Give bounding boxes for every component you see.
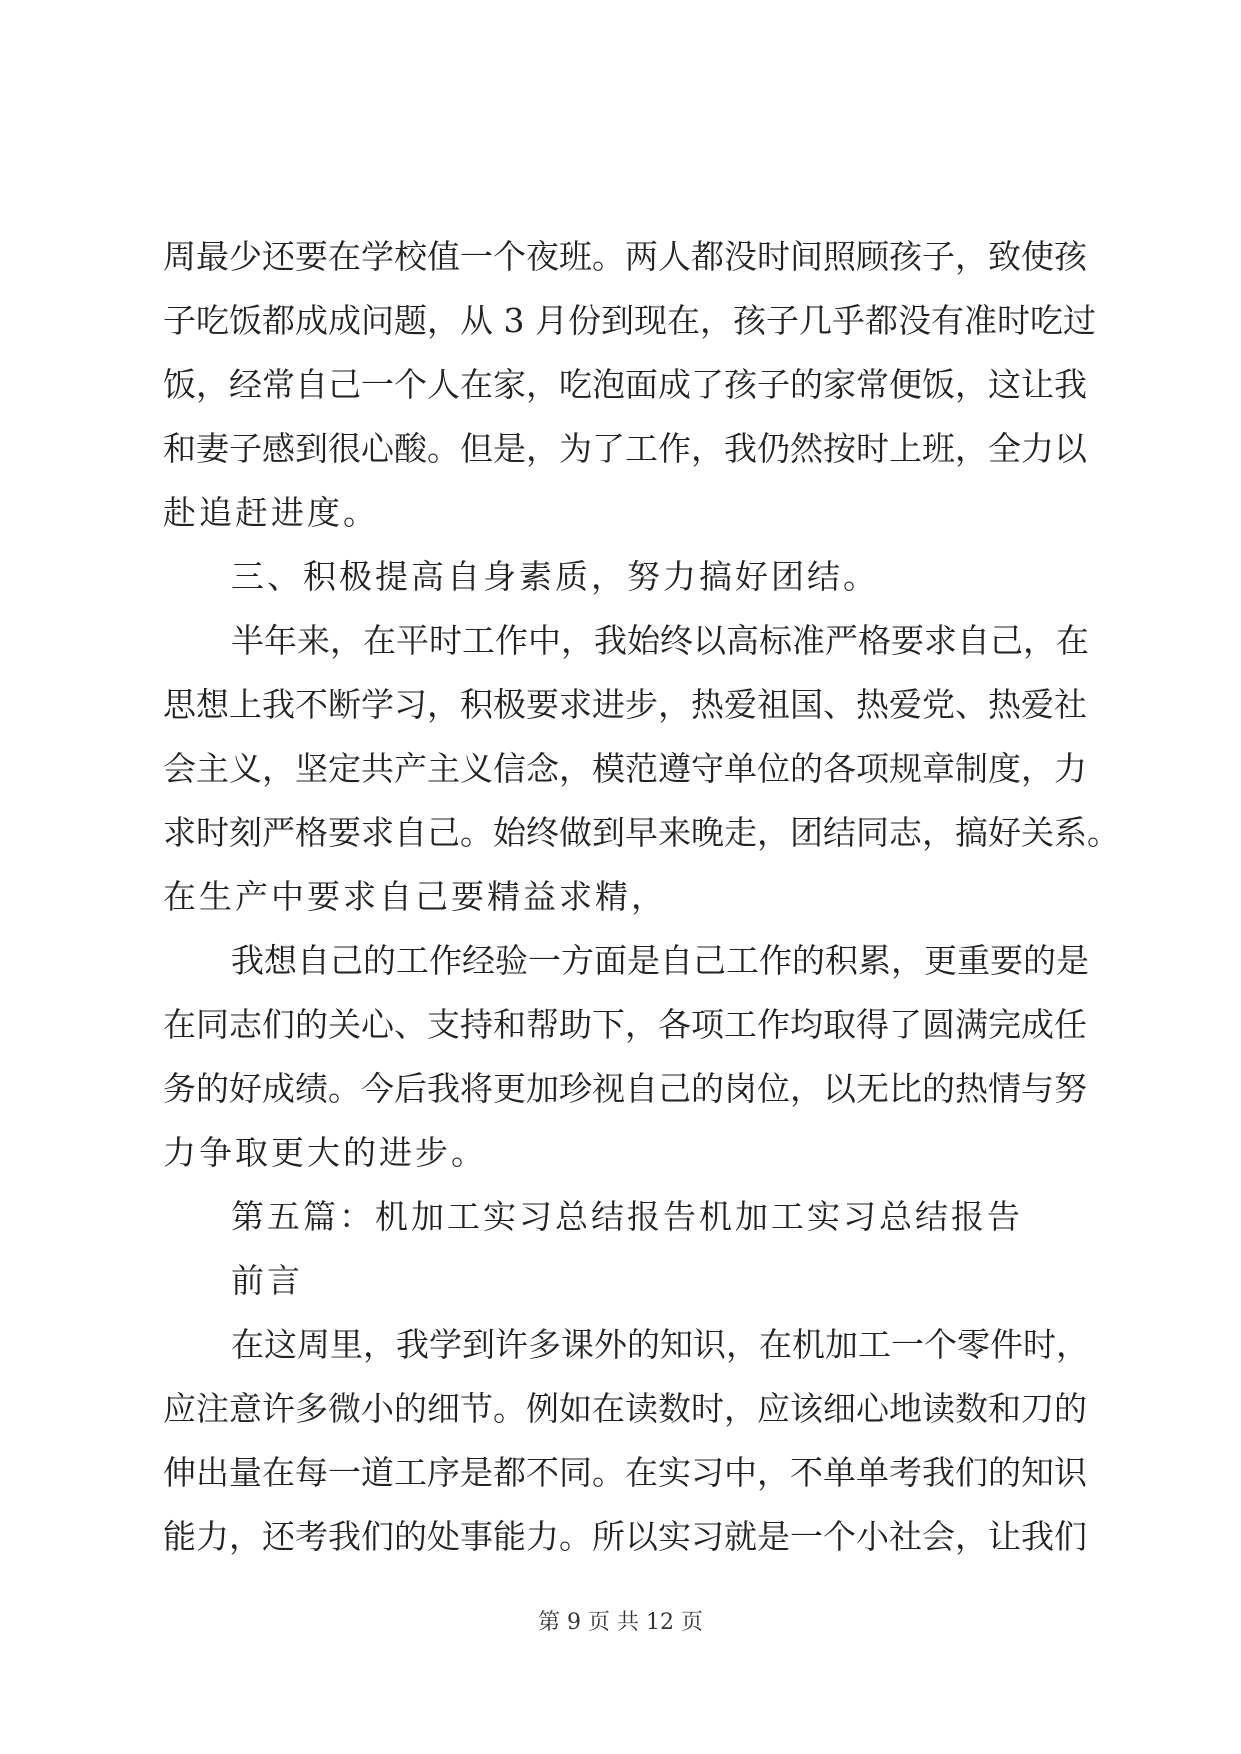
text-line: 赴追赶进度。 [163,493,379,532]
page-number-footer: 第 9 页 共 12 页 [538,1610,703,1635]
text-line: 半年来，在平时工作中，我始终以高标准严格要求自己，在 [231,621,1089,660]
text-line: 子吃饭都成成问题，从 3 月份到现在，孩子几乎都没有准时吃过 [163,301,1096,340]
text-line: 在这周里，我学到许多课外的知识，在机加工一个零件时， [231,1325,1089,1364]
text-line: 会主义，坚定共产主义信念，模范遵守单位的各项规章制度，力 [163,749,1087,788]
text-line: 能力，还考我们的处事能力。所以实习就是一个小社会，让我们 [163,1517,1087,1556]
text-line: 和妻子感到很心酸。但是，为了工作，我仍然按时上班，全力以 [163,429,1087,468]
text-line: 伸出量在每一道工序是都不同。在实习中，不单单考我们的知识 [163,1453,1087,1492]
text-line: 力争取更大的进步。 [163,1133,487,1172]
text-line: 我想自己的工作经验一方面是自己工作的积累，更重要的是 [231,941,1089,980]
section-heading: 前言 [231,1261,303,1300]
text-line: 务的好成绩。今后我将更加珍视自己的岗位，以无比的热情与努 [163,1069,1087,1108]
text-line: 思想上我不断学习，积极要求进步，热爱祖国、热爱党、热爱社 [163,685,1087,724]
text-line: 在生产中要求自己要精益求精， [163,877,667,916]
text-line: 饭，经常自己一个人在家，吃泡面成了孩子的家常便饭，这让我 [163,365,1087,404]
text-line: 周最少还要在学校值一个夜班。两人都没时间照顾孩子，致使孩 [163,237,1087,276]
text-line: 应注意许多微小的细节。例如在读数时，应该细心地读数和刀的 [163,1389,1087,1428]
text-line: 在同志们的关心、支持和帮助下，各项工作均取得了圆满完成任 [163,1005,1087,1044]
document-body [163,225,1120,1569]
section-heading: 三、积极提高自身素质，努力搞好团结。 [231,557,879,596]
text-line: 求时刻严格要求自己。始终做到早来晚走，团结同志，搞好关系。 [163,813,1120,852]
chapter-title: 第五篇：机加工实习总结报告机加工实习总结报告 [231,1197,1023,1236]
